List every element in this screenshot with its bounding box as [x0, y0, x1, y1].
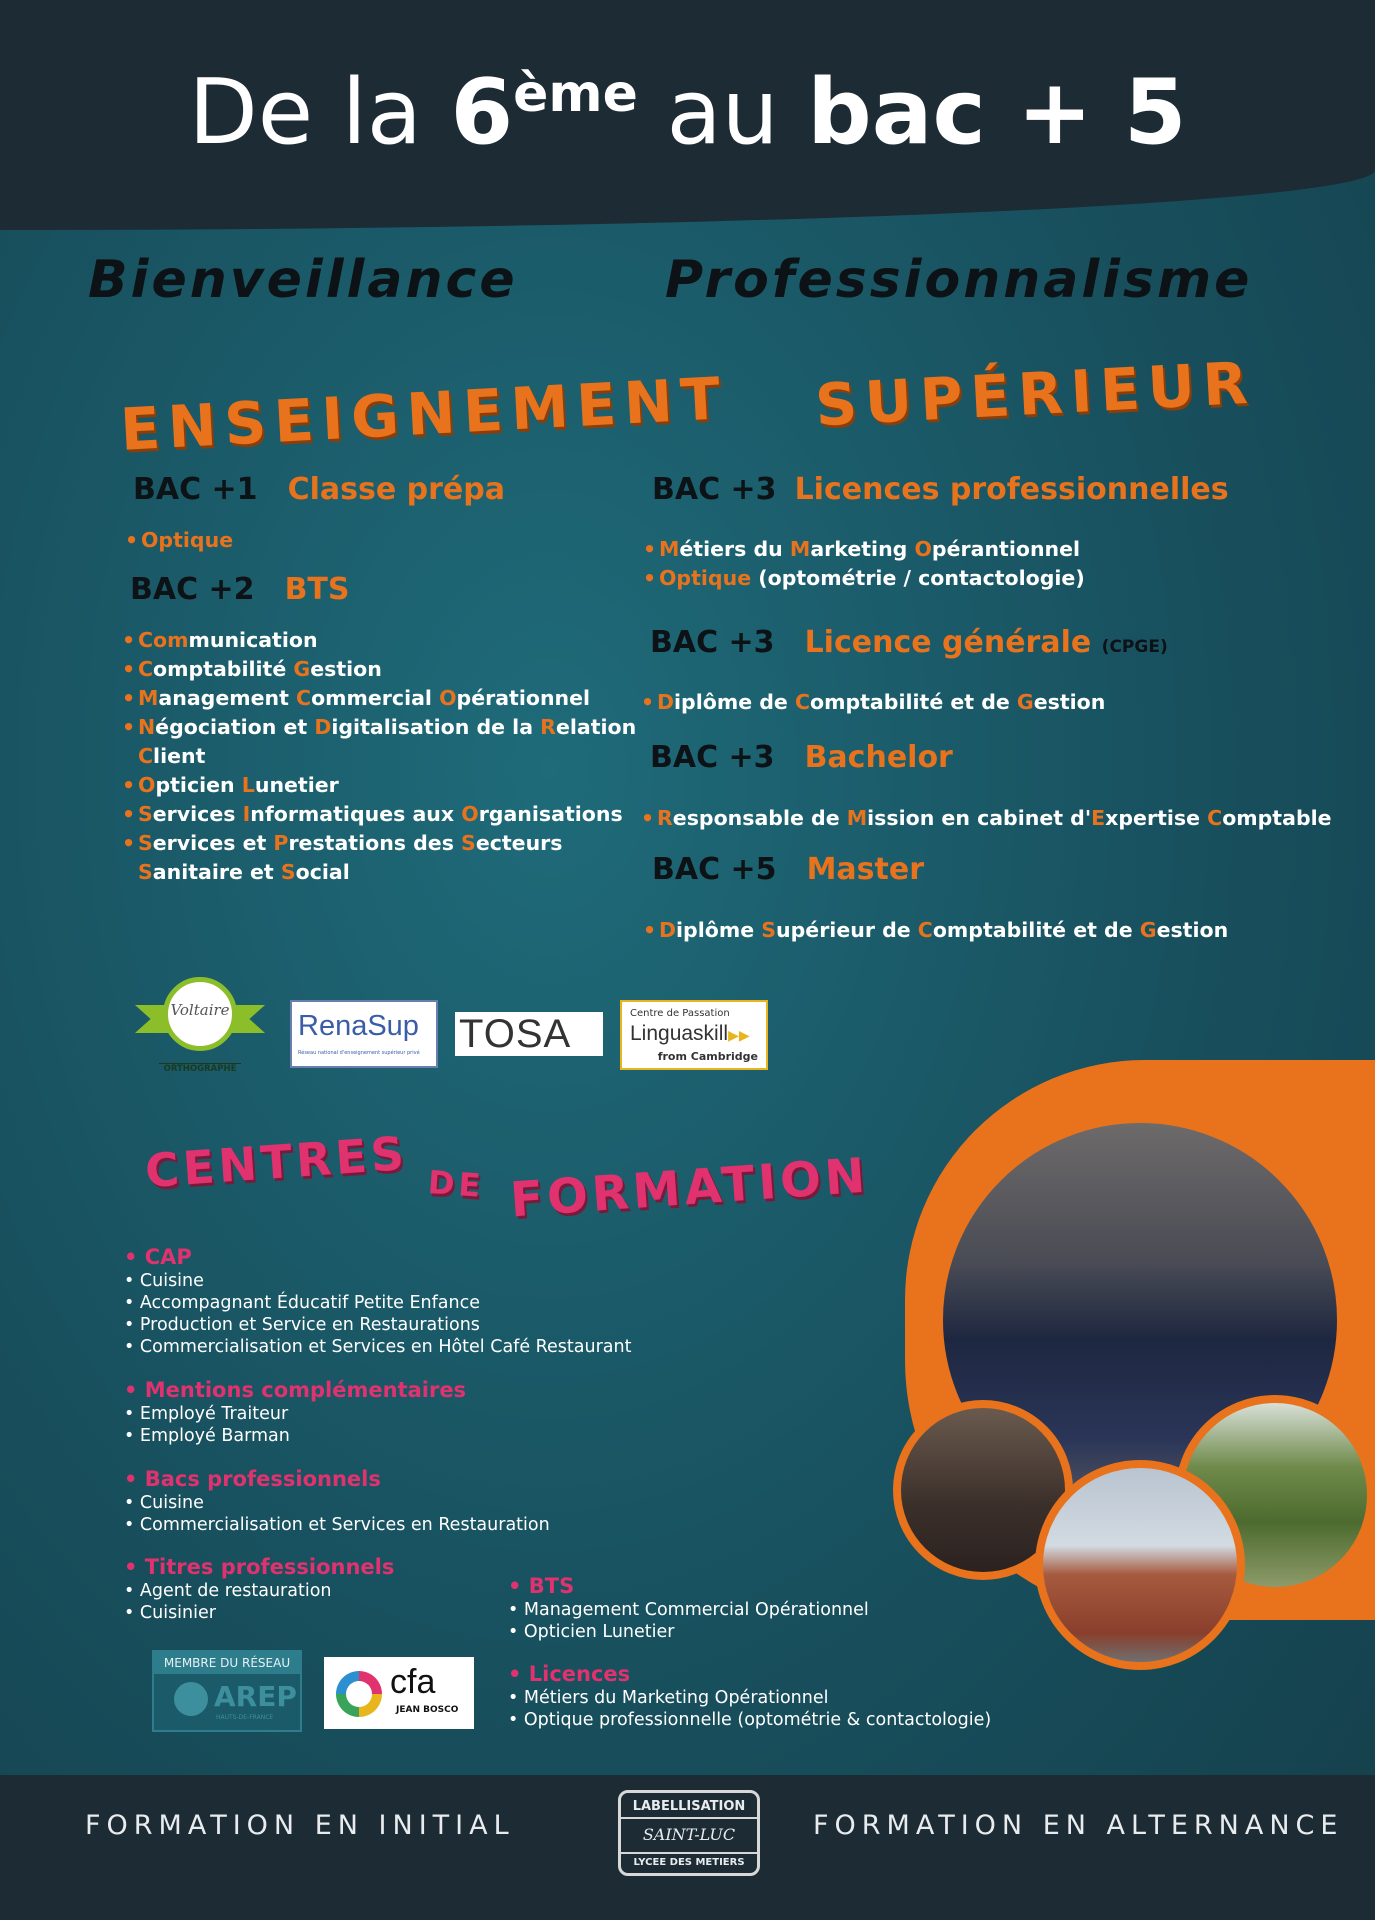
school-building-photo — [1035, 1460, 1245, 1670]
list-item: • Employé Traiteur — [124, 1403, 466, 1425]
list-item: • Responsable de Mission en cabinet d'Expertise Comptable — [641, 804, 1332, 833]
lp-list — [643, 535, 1085, 593]
list-item: • Diplôme de Comptabilité et de Gestion — [641, 688, 1105, 717]
list-item: • Communication — [122, 626, 636, 655]
value-bienveillance: Bienveillance — [88, 250, 518, 310]
list-item: • Optique (optométrie / contactologie) — [643, 564, 1085, 593]
lg-list — [641, 688, 1105, 717]
list-item: • Production et Service en Restaurations — [124, 1314, 631, 1336]
list-item: • Commercialisation et Services en Hôtel Café Restaurant — [124, 1336, 631, 1358]
heading-formation: FORMATION — [508, 1147, 871, 1229]
list-item: Sanitaire et Social — [138, 860, 350, 884]
page-title: De la 6ème au bac + 5 — [188, 60, 1187, 165]
list-item: • Optique professionnelle (optométrie & contactologie) — [508, 1709, 991, 1731]
bachelor-row: BAC +3 Bachelor — [650, 740, 953, 775]
cfa-titres-section: • Titres professionnels • Agent de restauration • Cuisinier — [124, 1554, 394, 1624]
lp-row: BAC +3 Licences professionnelles — [652, 472, 1229, 507]
renasup-logo: RenaSup Réseau national d'enseignement supérieur privé — [290, 1000, 438, 1068]
footer-alternance: FORMATION EN ALTERNANCE — [813, 1810, 1344, 1841]
heading-centres: CENTRES — [143, 1125, 410, 1199]
heading-enseignement: ENSEIGNEMENT — [118, 364, 730, 464]
lg-row: BAC +3 Licence générale (CPGE) — [650, 625, 1168, 660]
list-item: • Métiers du Marketing Opérationnel — [508, 1687, 991, 1709]
list-item: • Cuisinier — [124, 1602, 394, 1624]
list-item: • Commercialisation et Services en Restauration — [124, 1514, 550, 1536]
arep-logo: MEMBRE DU RÉSEAU AREP HAUTS-DE-FRANCE — [152, 1650, 302, 1732]
cfa-cap-section: • CAP • Cuisine • Accompagnant Éducatif Petite Enfance • Production et Service en Restaurations • Commercialisation et Services en Hôtel Café Restaurant — [124, 1244, 631, 1358]
footer-initial: FORMATION EN INITIAL — [85, 1810, 515, 1841]
list-item: • Métiers du Marketing Opérantionnel — [643, 535, 1085, 564]
cfa-jean-bosco-logo: cfa JEAN BOSCO — [324, 1657, 474, 1729]
cfa-bts-section: • BTS • Management Commercial Opérationnel • Opticien Lunetier — [508, 1573, 869, 1643]
list-item: • Employé Barman — [124, 1425, 466, 1447]
list-item: • Diplôme Supérieur de Comptabilité et de Gestion — [643, 916, 1228, 945]
linguaskill-logo: Centre de Passation Linguaskill▶▶ from Cambridge — [620, 1000, 768, 1070]
list-item: • Comptabilité Gestion — [122, 655, 636, 684]
master-row: BAC +5 Master — [652, 852, 924, 887]
value-professionnalisme: Professionnalisme — [665, 250, 1253, 310]
list-item: • Agent de restauration — [124, 1580, 394, 1602]
list-item: • Négociation et Digitalisation de la Relation — [122, 713, 636, 742]
bts-list — [122, 626, 636, 887]
voltaire-logo: Voltaire ORTHOGRAPHE — [135, 975, 265, 1085]
list-item: • Management Commercial Opérationnel — [122, 684, 636, 713]
cfa-bacpro-section: • Bacs professionnels • Cuisine • Commercialisation et Services en Restauration — [124, 1466, 550, 1536]
prepa-list — [125, 526, 233, 555]
list-item: • Cuisine — [124, 1270, 631, 1292]
master-list — [643, 916, 1228, 945]
bachelor-list — [641, 804, 1332, 833]
cfa-licences-section: • Licences • Métiers du Marketing Opérationnel • Optique professionnelle (optométrie & contactologie) — [508, 1661, 991, 1731]
list-item: • Cuisine — [124, 1492, 550, 1514]
list-item: • Opticien Lunetier — [122, 771, 636, 800]
list-item: • Accompagnant Éducatif Petite Enfance — [124, 1292, 631, 1314]
labellisation-badge: LABELLISATION SAINT-LUC LYCEE DES METIERS — [618, 1790, 760, 1876]
heading-superieur: SUPÉRIEUR — [813, 348, 1258, 440]
bac1-row: BAC +1 Classe prépa — [133, 472, 505, 507]
list-item: • Management Commercial Opérationnel — [508, 1599, 869, 1621]
list-item: • Opticien Lunetier — [508, 1621, 869, 1643]
list-item: • Optique — [125, 526, 233, 555]
tosa-logo: TOSA — [455, 1012, 603, 1056]
cfa-mentions-section: • Mentions complémentaires • Employé Traiteur • Employé Barman — [124, 1377, 466, 1447]
list-item: Client — [138, 744, 206, 768]
bac2-row: BAC +2 BTS — [130, 572, 350, 607]
list-item: • Services Informatiques aux Organisations — [122, 800, 636, 829]
heading-de: DE — [426, 1163, 486, 1205]
list-item: • Services et Prestations des Secteurs — [122, 829, 636, 858]
